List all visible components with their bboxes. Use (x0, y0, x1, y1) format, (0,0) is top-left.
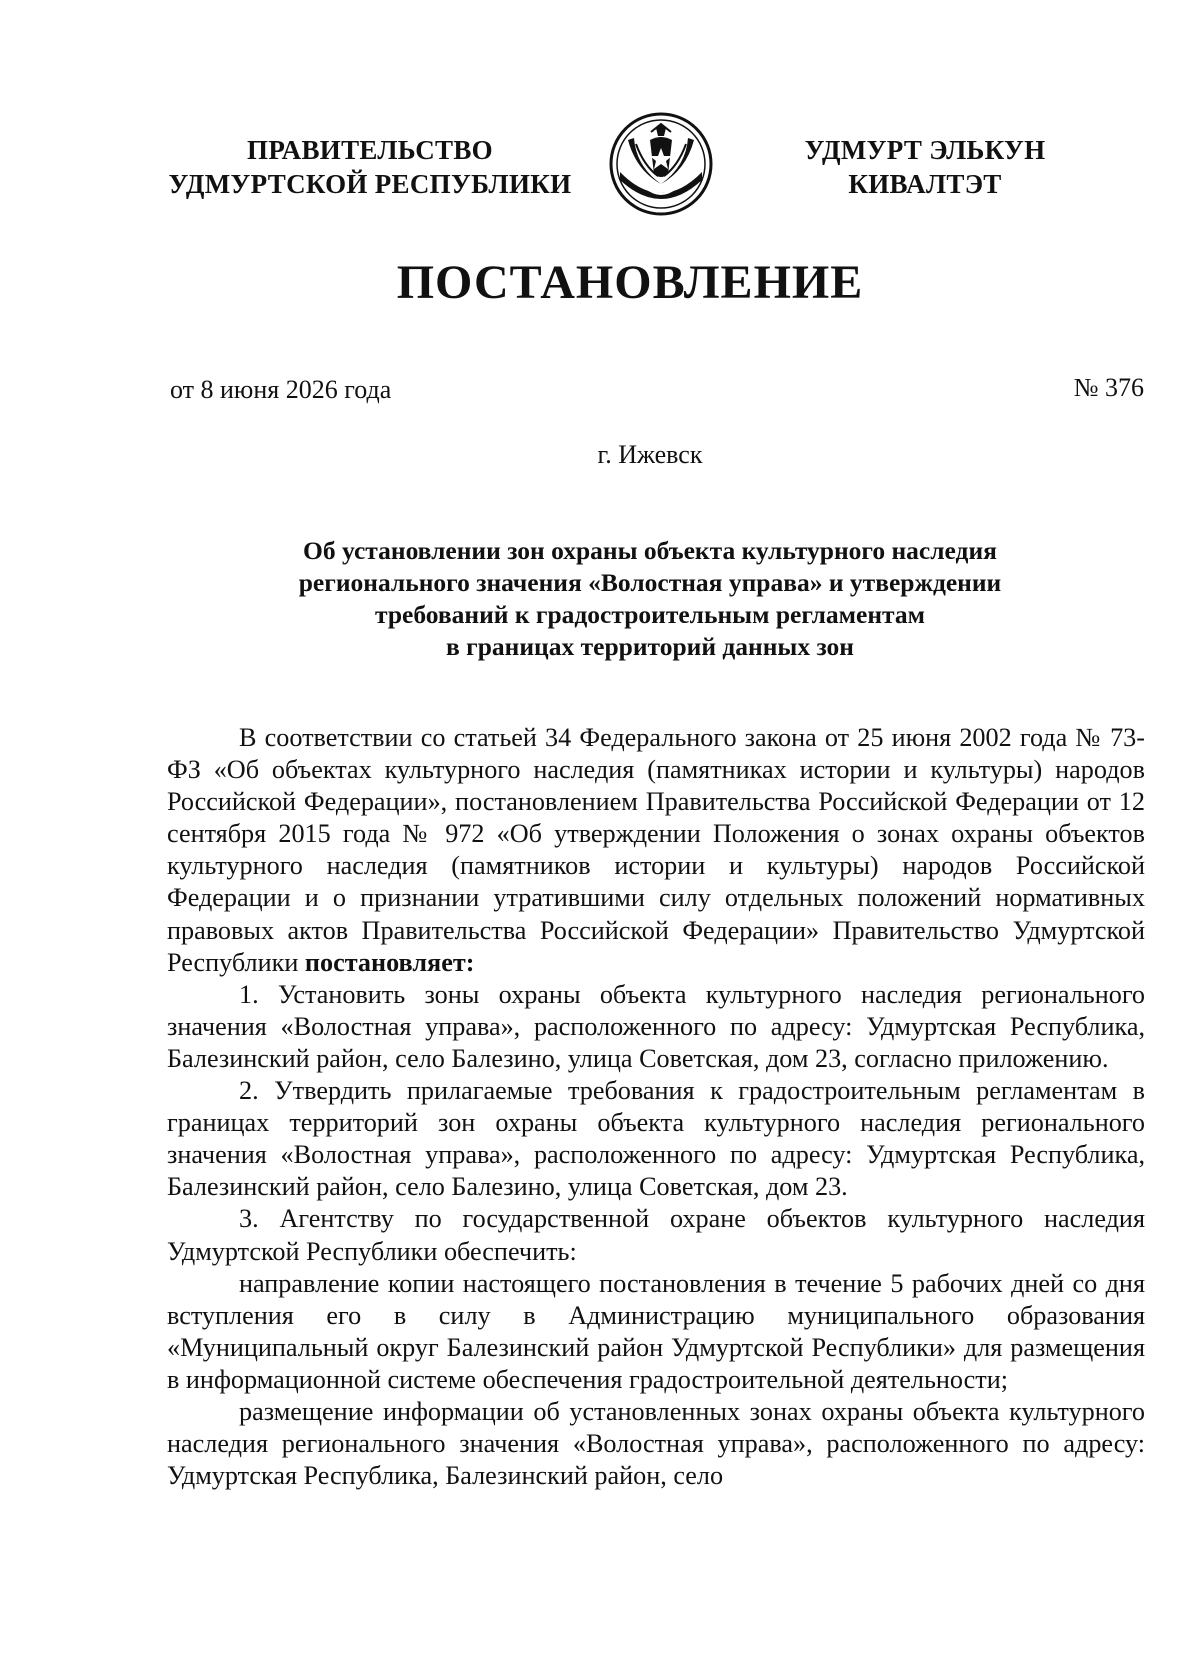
clause-3-item-1-paragraph: направление копии настоящего постановления в течение 5 рабочих дней со дня вступления его в силу в Администрацию муниципального образования «Муниципальный округ Балезинский район Удмуртской Республики» для размещения в информационной системе обеспечения градостроительной деятельности; (167, 1268, 1145, 1394)
clause-3-paragraph: 3. Агентству по государственной охране объектов культурного наследия Удмуртской Республики обеспечить: (167, 1204, 1145, 1266)
preamble-colon: : (465, 947, 475, 977)
document-title (240, 535, 1060, 663)
udmurt-coat-of-arms-icon (606, 110, 716, 218)
clause-3-item-2-paragraph: размещение информации об установленных зонах охраны объекта культурного наследия регионального значения «Волостная управа», расположенного по адресу: Удмуртская Республика, Балезинский район, село (167, 1396, 1145, 1491)
preamble-paragraph (167, 722, 1145, 979)
issuer-name-russian (155, 133, 585, 201)
issuer-name-udmurt (780, 133, 1070, 201)
title-line-3: требований к градостроительным регламентам (374, 600, 925, 629)
title-line-1: Об установлении зон охраны объекта культурного наследия (303, 536, 997, 565)
document-number: № 376 (1073, 373, 1144, 402)
issuer-line-2: УДМУРТСКОЙ РЕСПУБЛИКИ (168, 169, 572, 199)
issuer-line-1: ПРАВИТЕЛЬСТВО (247, 135, 493, 165)
document-city: г. Ижевск (597, 440, 703, 469)
preamble-keyword: постановляет (304, 947, 466, 977)
title-line-2: регионального значения «Волостная управа» и утверждении (298, 568, 1002, 597)
issuer-udmurt-line-2: КИВАЛТЭТ (848, 169, 1002, 199)
document-date: от 8 июня 2026 года (170, 375, 392, 404)
clause-1-paragraph: 1. Установить зоны охраны объекта культурного наследия регионального значения «Волостная управа», расположенного по адресу: Удмуртская Республика, Балезинский район, село Балезино, улица Советская, дом 23, согласно приложению. (167, 979, 1145, 1073)
preamble-text: В соответствии со статьей 34 Федерального закона от 25 июня 2002 года № 73-ФЗ «Об объектах культурного наследия (памятниках истории и культуры) народов Российской Федерации», постановлением Правительства Российской Федерации от 12 сентября 2015 года № 972 «Об утверждении Положения о зонах охраны объектов культурного наследия (памятников истории и культуры) народов Российской Федерации и о признании утратившими силу отдельных положений нормативных правовых актов Правительства Российской Федерации» Правительство Удмуртской Республики (167, 723, 1145, 977)
title-line-4: в границах территорий данных зон (446, 632, 854, 661)
issuer-udmurt-line-1: УДМУРТ ЭЛЬКУН (804, 135, 1046, 165)
clause-2-paragraph: 2. Утвердить прилагаемые требования к градостроительным регламентам в границах территорий зон охраны объекта культурного наследия регионального значения «Волостная управа», расположенного по адресу: Удмуртская Республика, Балезинский район, село Балезино, улица Советская, дом 23. (167, 1076, 1145, 1202)
document-type: ПОСТАНОВЛЕНИЕ (396, 256, 864, 309)
document-body (167, 722, 1145, 1492)
